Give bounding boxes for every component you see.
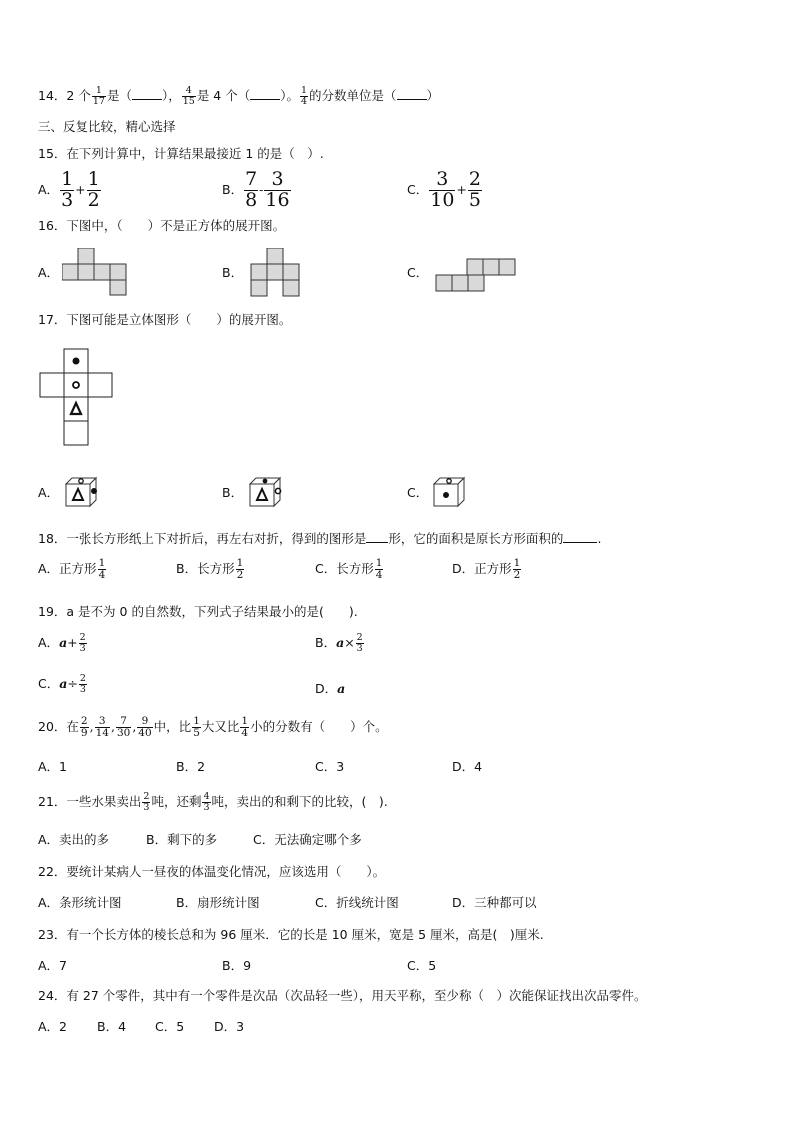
fraction: $\frac{2}{3}$ xyxy=(79,673,86,695)
fraction: $\frac{3}{16}$ xyxy=(265,168,290,211)
q24-option-b[interactable]: B．4 xyxy=(97,1019,127,1034)
fraction: $\frac{4}{3}$ xyxy=(203,791,210,813)
fraction: $\frac{2}{3}$ xyxy=(356,632,363,654)
ring-icon xyxy=(73,382,79,388)
fraction: $\frac{2}{3}$ xyxy=(143,791,150,813)
q20-option-c[interactable]: C．3 xyxy=(315,759,345,774)
q20-option-b[interactable]: B．2 xyxy=(176,759,206,774)
solid-dot-icon xyxy=(91,488,97,494)
answer-blank[interactable] xyxy=(366,530,388,543)
question-18-stem: 18．一张长方形纸上下对折后，再左右对折，得到的图形是 形，它的面积是原长方形面积的 . xyxy=(38,531,602,546)
q16-net-a xyxy=(62,248,128,296)
q17-option-b-label[interactable]: B． xyxy=(222,485,244,500)
q18-option-b[interactable]: B．长方形 $\frac{1}{2}$ xyxy=(176,557,244,582)
triangle-icon xyxy=(71,403,81,414)
solid-dot-icon xyxy=(263,479,268,484)
fraction: $\frac{1}{2}$ xyxy=(87,168,100,211)
q21-option-c[interactable]: C．无法确定哪个多 xyxy=(253,832,362,847)
q17-cube-a xyxy=(64,476,104,508)
answer-blank[interactable] xyxy=(132,87,162,100)
fraction: $\frac{3}{10}$ xyxy=(430,168,455,211)
q15-option-a[interactable]: A． $\frac{1}{3}$ + $\frac{1}{2}$ xyxy=(38,168,100,211)
q24-option-d[interactable]: D．3 xyxy=(214,1019,245,1034)
solid-dot-icon xyxy=(73,358,80,365)
q24-option-a[interactable]: A．2 xyxy=(38,1019,68,1034)
q22-option-d[interactable]: D．三种都可以 xyxy=(452,895,537,910)
question-14: 14．2 个 $\frac{1}{17}$ 是（ ）， $\frac{4}{15}$ 是 4 个（ ）。 $\frac{1}{4}$ 的分数单位是（ ） xyxy=(38,85,440,107)
answer-blank[interactable] xyxy=(397,87,427,100)
question-15-stem: 15．在下列计算中，计算结果最接近 1 的是（ ）. xyxy=(38,146,324,161)
q22-option-b[interactable]: B．扇形统计图 xyxy=(176,895,260,910)
q22-option-a[interactable]: A．条形统计图 xyxy=(38,895,122,910)
q19-option-a[interactable]: A．a+ $\frac{2}{3}$ xyxy=(38,632,86,654)
fraction: $\frac{9}{40}$ xyxy=(138,715,152,740)
fraction: $\frac{1}{17}$ xyxy=(92,85,105,107)
q15-option-c[interactable]: C． $\frac{3}{10}$ + $\frac{2}{5}$ xyxy=(407,168,481,211)
fraction: $\frac{1}{2}$ xyxy=(236,557,244,582)
q23-option-b[interactable]: B．9 xyxy=(222,958,252,973)
q16-option-b-label[interactable]: B． xyxy=(222,265,244,280)
fraction: $\frac{1}{2}$ xyxy=(513,557,521,582)
q21-option-b[interactable]: B．剩下的多 xyxy=(146,832,218,847)
q18-option-c[interactable]: C．长方形 $\frac{1}{4}$ xyxy=(315,557,383,582)
fraction: $\frac{2}{3}$ xyxy=(79,632,86,654)
fraction: $\frac{1}{4}$ xyxy=(375,557,383,582)
q16-option-a-label[interactable]: A． xyxy=(38,265,60,280)
solid-dot-icon xyxy=(443,492,449,498)
fraction: $\frac{2}{5}$ xyxy=(468,168,481,211)
question-24-stem: 24．有 27 个零件，其中有一个零件是次品（次品轻一些），用天平称，至少称（ ）次能保证找出次品零件。 xyxy=(38,988,647,1003)
question-17-stem: 17．下图可能是立体图形（ ）的展开图。 xyxy=(38,312,292,327)
fraction: $\frac{1}{5}$ xyxy=(193,715,200,740)
q16-net-b xyxy=(250,248,302,298)
q17-option-a-label[interactable]: A． xyxy=(38,485,60,500)
question-22-stem: 22．要统计某病人一昼夜的体温变化情况，应该选用（ ）。 xyxy=(38,864,386,879)
q16-option-c-label[interactable]: C． xyxy=(407,265,429,280)
q19-option-d[interactable]: D．a xyxy=(315,681,346,696)
q17-cube-c xyxy=(432,476,472,508)
q23-option-c[interactable]: C．5 xyxy=(407,958,437,973)
q18-option-a[interactable]: A．正方形 $\frac{1}{4}$ xyxy=(38,557,106,582)
q16-net-c xyxy=(435,258,517,292)
answer-blank[interactable] xyxy=(250,87,280,100)
q18-option-d[interactable]: D．正方形 $\frac{1}{2}$ xyxy=(452,557,521,582)
fraction: $\frac{7}{30}$ xyxy=(116,715,131,740)
q19-option-b[interactable]: B．a× $\frac{2}{3}$ xyxy=(315,632,363,654)
q17-option-c-label[interactable]: C． xyxy=(407,485,429,500)
fraction: $\frac{1}{4}$ xyxy=(300,85,308,107)
q19-option-c[interactable]: C．a÷ $\frac{2}{3}$ xyxy=(38,673,86,695)
question-21-stem: 21．一些水果卖出 $\frac{2}{3}$ 吨，还剩 $\frac{4}{3}$ 吨，卖出的和剩下的比较，( ). xyxy=(38,791,388,813)
fraction: $\frac{1}{4}$ xyxy=(241,715,249,740)
question-20-stem: 20．在 $\frac{2}{9}$ , $\frac{3}{14}$ , $\frac{7}{30}$ , $\frac{9}{40}$ 中，比 $\frac{1}{5}$ 大又比 $\frac{1}{4}$ 小的分数有（ ）个。 xyxy=(38,715,388,740)
q15-option-b[interactable]: B． $\frac{7}{8}$ - $\frac{3}{16}$ xyxy=(222,168,290,211)
fraction: $\frac{1}{4}$ xyxy=(98,557,106,582)
question-23-stem: 23．有一个长方体的棱长总和为 96 厘米．它的长是 10 厘米，宽是 5 厘米，高是( )厘米. xyxy=(38,927,544,942)
question-19-stem: 19．a 是不为 0 的自然数，下列式子结果最小的是( ). xyxy=(38,604,358,619)
q17-cube-b xyxy=(248,476,288,508)
fraction: $\frac{7}{8}$ xyxy=(245,168,258,211)
section-heading: 三、反复比较，精心选择 xyxy=(38,119,176,134)
fraction: $\frac{4}{15}$ xyxy=(182,85,195,107)
q23-option-a[interactable]: A．7 xyxy=(38,958,68,973)
fraction: $\frac{3}{14}$ xyxy=(95,715,109,740)
q17-cube-net xyxy=(39,348,115,446)
fraction: $\frac{2}{9}$ xyxy=(80,715,88,740)
q20-option-d[interactable]: D．4 xyxy=(452,759,483,774)
q22-option-c[interactable]: C．折线统计图 xyxy=(315,895,399,910)
q21-option-a[interactable]: A．卖出的多 xyxy=(38,832,110,847)
fraction: $\frac{1}{3}$ xyxy=(61,168,74,211)
q20-option-a[interactable]: A．1 xyxy=(38,759,68,774)
answer-blank[interactable] xyxy=(563,530,597,543)
q24-option-c[interactable]: C．5 xyxy=(155,1019,185,1034)
question-16-stem: 16．下图中，（ ）不是正方体的展开图。 xyxy=(38,218,286,233)
